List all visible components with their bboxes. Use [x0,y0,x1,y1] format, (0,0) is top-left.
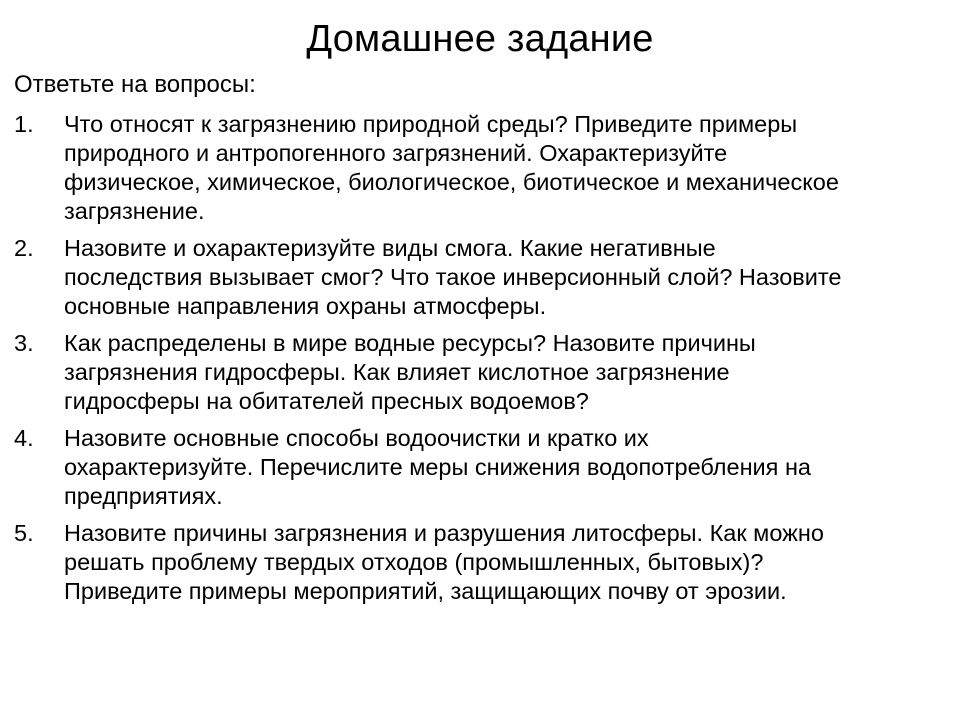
question-list [14,110,949,614]
question-item [14,110,949,226]
question-text: Как распределены в мире водные ресурсы? Назовите причины загрязнения гидросферы. Как влияет кислотное загрязнение гидросферы на обитателей пресных водоемов? [64,330,756,414]
question-item [14,329,949,416]
question-number: 4. [14,425,34,451]
question-text: Назовите причины загрязнения и разрушения литосферы. Как можно решать проблему твердых отходов (промышленных, бытовых)? Приведите примеры мероприятий, защищающих почву от эрозии. [64,520,824,604]
slide-title: Домашнее задание [306,18,654,60]
question-number: 1. [14,111,34,137]
intro-text: Ответьте на вопросы: [14,71,256,98]
question-item [14,519,949,606]
question-item [14,424,949,511]
question-text: Что относят к загрязнению природной среды? Приведите примеры природного и антропогенного загрязнений. Охарактеризуйте физическое, химическое, биологическое, биотическое и механическое загрязнение. [64,111,839,224]
question-item [14,234,949,321]
question-number: 5. [14,520,34,546]
question-text: Назовите и охарактеризуйте виды смога. Какие негативные последствия вызывает смог? Что такое инверсионный слой? Назовите основные направления охраны атмосферы. [64,235,842,319]
question-number: 3. [14,330,34,356]
question-number: 2. [14,235,34,261]
question-text: Назовите основные способы водоочистки и кратко их охарактеризуйте. Перечислите меры снижения водопотребления на предприятиях. [64,425,811,509]
